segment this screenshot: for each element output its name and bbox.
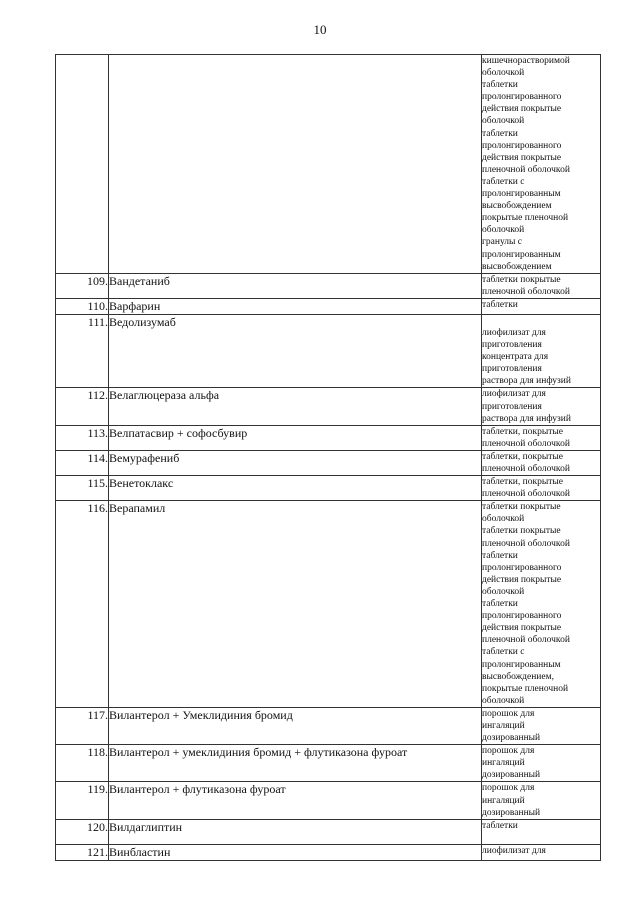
drug-name: Вилантерол + флутиказона фуроат — [109, 782, 482, 819]
drug-name: Вемурафениб — [109, 450, 482, 475]
dosage-form-line: порошок для — [482, 783, 535, 794]
dosage-form-line: пролонгированным — [482, 659, 561, 670]
dosage-forms — [482, 782, 601, 819]
dosage-form-line: пролонгированного — [482, 562, 562, 573]
dosage-form-line: таблетки — [482, 299, 518, 310]
dosage-form-line: раствора для инфузий — [482, 413, 571, 424]
dosage-form-line: таблетки покрытые — [482, 274, 561, 285]
page-number: 10 — [313, 22, 327, 37]
dosage-form-line: пленочной оболочкой — [482, 538, 570, 549]
dosage-forms — [482, 501, 601, 708]
row-number: 116. — [56, 501, 109, 708]
table-row — [56, 501, 601, 708]
dosage-form-line: ингаляций — [482, 795, 525, 806]
dosage-form-line — [482, 315, 600, 327]
table-row — [56, 273, 601, 298]
row-number: 115. — [56, 476, 109, 501]
dosage-form-line: гранулы с — [482, 237, 522, 248]
dosage-form-line: оболочкой — [482, 225, 525, 236]
dosage-form-line: таблетки с — [482, 647, 525, 658]
dosage-form-line: оболочкой — [482, 68, 525, 79]
dosage-form-line: оболочкой — [482, 695, 525, 706]
dosage-form-line: приготовления — [482, 401, 542, 412]
table-row — [56, 476, 601, 501]
dosage-form-line: таблетки, покрытые — [482, 426, 563, 437]
dosage-form-line: оболочкой — [482, 116, 525, 127]
dosage-form-line: пролонгированным — [482, 189, 561, 200]
drug-name: Верапамил — [109, 501, 482, 708]
dosage-form-line: пролонгированного — [482, 140, 562, 151]
drug-table — [55, 54, 601, 861]
dosage-form-line: пролонгированного — [482, 611, 562, 622]
dosage-forms — [482, 55, 601, 274]
drug-name: Винбластин — [109, 844, 482, 860]
table-row — [56, 388, 601, 425]
dosage-form-line: приготовления — [482, 364, 542, 375]
table-row — [56, 425, 601, 450]
dosage-form-line: пленочной оболочкой — [482, 438, 570, 449]
dosage-form-line: таблетки с — [482, 176, 525, 187]
dosage-form-line: ингаляций — [482, 720, 525, 731]
dosage-forms — [482, 273, 601, 298]
row-number: 109. — [56, 273, 109, 298]
drug-name: Велпатасвир + софосбувир — [109, 425, 482, 450]
dosage-forms — [482, 745, 601, 782]
dosage-form-line: раствора для инфузий — [482, 376, 571, 387]
dosage-form-line: кишечнорастворимой — [482, 56, 570, 66]
dosage-form-line: действия покрытые — [482, 104, 562, 115]
dosage-form-line: высвобождением — [482, 261, 552, 272]
drug-table-body — [56, 55, 601, 861]
table-row — [56, 298, 601, 314]
dosage-form-line: приготовления — [482, 340, 542, 351]
row-number: 114. — [56, 450, 109, 475]
row-number: 117. — [56, 707, 109, 744]
row-number: 113. — [56, 425, 109, 450]
drug-name: Вилдаглиптин — [109, 819, 482, 844]
table-row — [56, 314, 601, 388]
dosage-form-line: пленочной оболочкой — [482, 464, 570, 474]
dosage-form-line: порошок для — [482, 708, 535, 719]
drug-name: Вилантерол + умеклидиния бромид + флутиказона фуроат — [109, 745, 482, 782]
dosage-form-line: таблетки покрытые — [482, 502, 561, 513]
dosage-form-line: лиофилизат для — [482, 327, 546, 338]
table-row — [56, 844, 601, 860]
dosage-form-line: высвобождением — [482, 201, 552, 212]
dosage-form-line: концентрата для — [482, 352, 549, 363]
table-row — [56, 450, 601, 475]
row-number: 121. — [56, 844, 109, 860]
drug-name: Вандетаниб — [109, 273, 482, 298]
dosage-form-line: действия покрытые — [482, 574, 562, 585]
row-number: 112. — [56, 388, 109, 425]
row-number: 110. — [56, 298, 109, 314]
dosage-form-line: пленочной оболочкой — [482, 164, 570, 175]
dosage-form-line: высвобождением, — [482, 671, 554, 682]
dosage-form-line: оболочкой — [482, 514, 525, 525]
dosage-form-line: пленочной оболочкой — [482, 286, 570, 297]
dosage-form-line: таблетки — [482, 599, 518, 610]
dosage-forms — [482, 298, 601, 314]
dosage-form-line: дозированный — [482, 770, 541, 781]
dosage-forms — [482, 314, 601, 388]
table-row — [56, 819, 601, 844]
dosage-form-line: ингаляций — [482, 758, 525, 769]
dosage-form-line: пролонгированным — [482, 249, 561, 260]
dosage-forms — [482, 450, 601, 475]
dosage-form-line — [482, 832, 600, 844]
dosage-form-line: действия покрытые — [482, 623, 562, 634]
dosage-form-line: пролонгированного — [482, 92, 562, 103]
dosage-form-line: таблетки — [482, 550, 518, 561]
row-number: 119. — [56, 782, 109, 819]
dosage-form-line: таблетки — [482, 80, 518, 91]
drug-name: Варфарин — [109, 298, 482, 314]
dosage-form-line: порошок для — [482, 746, 535, 757]
row-number — [56, 55, 109, 274]
dosage-forms — [482, 844, 601, 860]
dosage-form-line: таблетки, покрытые — [482, 477, 563, 488]
table-row — [56, 745, 601, 782]
dosage-form-line: покрытые пленочной — [482, 683, 569, 694]
dosage-forms — [482, 425, 601, 450]
dosage-form-line: таблетки, покрытые — [482, 451, 563, 462]
drug-name — [109, 55, 482, 274]
dosage-form-line: таблетки покрытые — [482, 526, 561, 537]
dosage-form-line: таблетки — [482, 128, 518, 139]
table-row — [56, 55, 601, 274]
drug-name: Ведолизумаб — [109, 314, 482, 388]
drug-name: Венетоклакс — [109, 476, 482, 501]
drug-name: Вилантерол + Умеклидиния бромид — [109, 707, 482, 744]
dosage-form-line: пленочной оболочкой — [482, 635, 570, 646]
dosage-form-line: пленочной оболочкой — [482, 489, 570, 500]
dosage-form-line: оболочкой — [482, 586, 525, 597]
row-number: 120. — [56, 819, 109, 844]
dosage-form-line: действия покрытые — [482, 152, 562, 163]
row-number: 111. — [56, 314, 109, 388]
dosage-forms — [482, 819, 601, 844]
dosage-form-line: дозированный — [482, 733, 541, 744]
dosage-form-line: лиофилизат для — [482, 845, 546, 856]
dosage-forms — [482, 707, 601, 744]
dosage-forms — [482, 476, 601, 501]
dosage-form-line: покрытые пленочной — [482, 213, 569, 224]
row-number: 118. — [56, 745, 109, 782]
dosage-form-line: лиофилизат для — [482, 389, 546, 400]
table-row — [56, 782, 601, 819]
table-row — [56, 707, 601, 744]
dosage-forms — [482, 388, 601, 425]
drug-name: Велаглюцераза альфа — [109, 388, 482, 425]
dosage-form-line: дозированный — [482, 807, 541, 818]
dosage-form-line: таблетки — [482, 820, 518, 831]
